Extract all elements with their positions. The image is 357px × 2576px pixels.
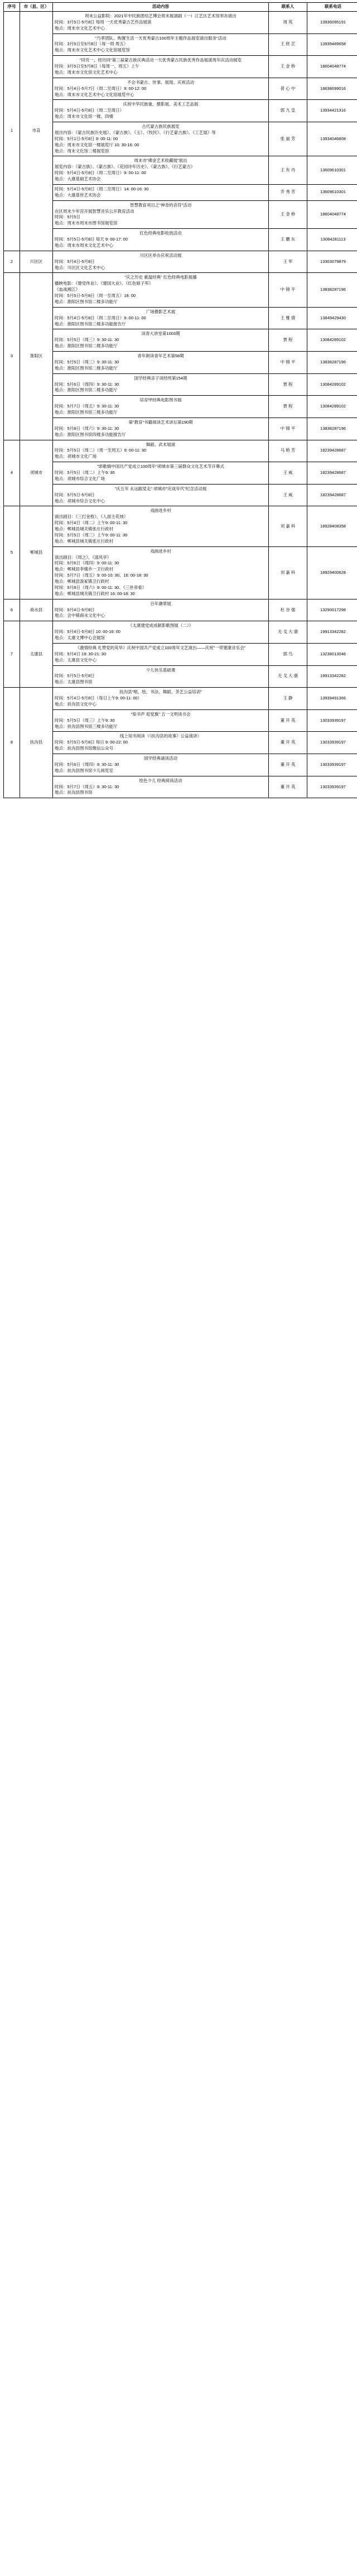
activity-detail-line: 展出内容：《蒙古民族历史展》、《蒙古族》、《玉》、《牧民》、《行艺蒙古族》、《工艺展》等 xyxy=(55,129,216,135)
activity-title: "乃孝团队、购置生活一天优秀蒙古100周年主题作品展览演出服务"活动 xyxy=(95,35,226,41)
activity-detail-line: 时间：3月5日至5月8日（每周一、周五）上午 xyxy=(55,64,139,69)
table-row xyxy=(4,396,357,418)
activity-detail-line: 时间：5月8日（周六）9: 30-11: 30 xyxy=(55,425,119,431)
activity-detail-line: 地点：周末市周末市图书馆展览馆 xyxy=(55,220,118,226)
activity-detail-line: 地点：周末市文化艺术中心文化馆展览中心 xyxy=(55,92,134,97)
contact-phone: 18929400628 xyxy=(307,546,357,599)
activity-item xyxy=(55,186,267,199)
activity-content-cell xyxy=(53,156,269,185)
activity-detail-line: 时间：5月5日 xyxy=(55,214,80,220)
activity-title: 广场摄影艺术展 xyxy=(146,309,176,314)
activity-title: 智慧教育项目之"神奇的音符"活动 xyxy=(129,202,192,208)
contact-phone: 18239428687 xyxy=(307,440,357,462)
activity-detail-line: 地点：周末市周末文化艺术中心 xyxy=(55,242,113,248)
table-row xyxy=(4,754,357,776)
activity-detail-line: 地点：郸城县城关镇张庄行政村 xyxy=(55,538,113,544)
contact-phone: 13609610301 xyxy=(307,184,357,200)
activity-title: "庆五年 永远跟党走" 项城市"庆成年代"纪念活动展 xyxy=(114,486,207,491)
table-row xyxy=(4,621,357,644)
activity-content-cell xyxy=(53,273,269,307)
table-row xyxy=(4,776,357,798)
table-row xyxy=(4,200,357,229)
activity-detail-line: 地点：太康县图书馆 xyxy=(55,679,93,685)
activity-detail-line: 地点：淮阳区图书馆四楼多功能报告厅 xyxy=(55,431,126,437)
activity-detail-line: 《血战湘江》 xyxy=(55,287,80,292)
contact-phone: 18239428687 xyxy=(307,462,357,485)
activity-item xyxy=(55,667,267,687)
row-area: 淮阳区 xyxy=(20,273,53,440)
table-row xyxy=(4,100,357,122)
activity-detail-line: 时间：5月6日（周四）9: 00-11: 30 xyxy=(55,560,119,566)
contact-person: 王 金 桥 xyxy=(269,56,307,78)
table-row xyxy=(4,732,357,754)
contact-phone: 13849429430 xyxy=(307,307,357,329)
activity-detail-line: 时间：5月4日-5月7日（周二至周日）9: 00-12: 00 xyxy=(55,85,147,91)
contact-person: 王 金 桥 xyxy=(269,200,307,229)
activity-title: 绘色少儿 经典阅读活动 xyxy=(139,778,182,783)
table-row xyxy=(4,273,357,307)
activity-detail-line: 时间：5月5日（周三）9: 30-11: 30 xyxy=(55,337,119,343)
activity-item xyxy=(55,778,267,797)
activity-content-cell xyxy=(53,33,269,56)
contact-phone: 13033939197 xyxy=(307,776,357,798)
contact-person: 董 开 英 xyxy=(269,776,307,798)
activity-item xyxy=(55,689,267,708)
activity-detail-line: 地点：太康文博中心会展馆 xyxy=(55,635,105,640)
table-row xyxy=(4,373,357,396)
row-area: 太康县 xyxy=(20,621,53,688)
activity-content-cell xyxy=(53,122,269,156)
table-row xyxy=(4,688,357,710)
contact-person: 无 戈 大 康 xyxy=(269,621,307,644)
activity-item xyxy=(55,755,267,775)
table-row xyxy=(4,440,357,462)
table-row xyxy=(4,709,357,732)
activity-detail-line: 时间：5月5日-5月8日 xyxy=(55,673,95,679)
activity-detail-line: 时间：5月5日-5月8日 xyxy=(55,492,95,497)
contact-phone: 13838287196 xyxy=(307,273,357,307)
contact-phone: 13290017298 xyxy=(307,599,357,621)
activity-item xyxy=(55,353,267,372)
activity-content-cell xyxy=(53,56,269,78)
activity-item xyxy=(55,463,267,483)
contact-phone: 13936095191 xyxy=(307,11,357,33)
contact-phone: 13939489658 xyxy=(307,33,357,56)
activity-detail-line: 地点：郸城县城关镇卫行政村 16: 00-18: 30 xyxy=(55,591,135,596)
activity-item xyxy=(55,486,267,505)
contact-phone: 13033939197 xyxy=(307,709,357,732)
activity-content-cell xyxy=(53,506,269,546)
activity-detail-line: 地点：周末市文化馆文化艺术中心 xyxy=(55,69,118,75)
activity-item xyxy=(55,601,267,620)
activity-content-cell xyxy=(53,229,269,251)
contact-phone: 13838287196 xyxy=(307,352,357,374)
row-area: 扶沟县 xyxy=(20,688,53,798)
contact-person: 中 锦 平 xyxy=(269,418,307,440)
contact-phone: 18928408358 xyxy=(307,506,357,546)
activity-detail-line: 时间：5月5日（周三）上午9: 30 xyxy=(55,717,115,723)
activity-title: 第"教育"书籍阅读艺术讲坛第190期 xyxy=(128,419,193,425)
row-index: 6 xyxy=(4,599,20,621)
contact-person: 中 锦 平 xyxy=(269,352,307,374)
table-row xyxy=(4,56,357,78)
contact-person: 郭 九 皇 xyxy=(269,100,307,122)
activity-detail-line: 时间：5月4日 19: 30-21: 30 xyxy=(55,651,107,656)
table-row xyxy=(4,643,357,665)
activity-detail-line: 时间：5月5日（周二）上午9: 30 xyxy=(55,470,115,475)
column-header-person: 联系人 xyxy=(269,3,307,12)
activity-detail-line: 演出剧目：《周之》、《清风亭》 xyxy=(55,554,112,560)
contact-person: 王 军 xyxy=(269,251,307,273)
activity-item xyxy=(55,733,267,752)
table-row xyxy=(4,307,357,329)
activity-table xyxy=(3,2,357,798)
activity-title: 戏曲进乡村 xyxy=(150,548,171,554)
activity-detail-line: 地点：大康基世艺术协会 xyxy=(55,192,101,198)
activity-detail-line: 时间：5月6日（周四）9: 30-11: 30 xyxy=(55,381,119,387)
activity-schedule-sheet xyxy=(0,0,357,804)
activity-item xyxy=(55,230,267,250)
activity-content-cell xyxy=(53,373,269,396)
activity-title: "庆之历史 重温经典" 红色经典电影展播 xyxy=(124,275,197,280)
row-area: 市直 xyxy=(20,11,53,251)
row-index: 4 xyxy=(4,440,20,506)
activity-title: "颂歌缅中国共产党成立100周年"项城市第三届群众文化艺术节开幕式 xyxy=(97,464,224,469)
column-header-area: 市（县、区） xyxy=(20,3,53,12)
activity-detail-line: 时间：5月5日（周三）9: 30-11: 30 xyxy=(55,359,119,364)
contact-person: 王 欣 芷 xyxy=(269,33,307,56)
contact-phone: 13084289102 xyxy=(307,373,357,396)
activity-detail-line: 地点：周末市文化艺术中心 xyxy=(55,25,105,31)
contact-person: 王 威 xyxy=(269,484,307,506)
activity-title: 国学经典诵读活动 xyxy=(144,756,177,761)
activity-item xyxy=(55,274,267,305)
column-header-content: 活动内容 xyxy=(53,3,269,12)
activity-item xyxy=(55,252,267,272)
contact-phone: 13084289102 xyxy=(307,329,357,352)
table-row xyxy=(4,418,357,440)
activity-detail-line: 地点：扶沟县图书馆三楼多功能厅 xyxy=(55,723,118,729)
activity-title: 《太康建党成成献影歌图展（二）》 xyxy=(128,623,194,629)
table-body xyxy=(4,11,357,798)
activity-detail-line: 时间：5月8日（周六）9: 00-11: 30、《三世帝看》 xyxy=(55,584,147,590)
column-header-index: 序号 xyxy=(4,3,20,12)
contact-person: 贾 程 xyxy=(269,329,307,352)
activity-item xyxy=(55,123,267,155)
activity-detail-line: 地点：郸城县城关镇张庄行政村 xyxy=(55,526,113,531)
table-row xyxy=(4,78,357,100)
activity-detail-line: 时间：5月4日-5月8日 10: 00-16: 00 xyxy=(55,629,120,635)
row-index: 7 xyxy=(4,621,20,688)
activity-detail-line: 地点：周末市文化馆一楼、四楼 xyxy=(55,114,113,119)
activity-item xyxy=(55,375,267,395)
activity-title: 古代蒙古族民族展览 xyxy=(142,124,180,129)
activity-title: 《激情经典 礼赞党的英华》庆祝中国共产党成立100周年文艺演出——庆祝"一带建康音乐会" xyxy=(75,645,246,650)
contact-phone: 13934046808 xyxy=(307,122,357,156)
activity-detail-line: 时间：5月4日-5月8日（周二至周日） xyxy=(55,108,124,113)
contact-phone: 18239428687 xyxy=(307,484,357,506)
activity-content-cell xyxy=(53,329,269,352)
activity-content-cell xyxy=(53,754,269,776)
activity-detail-line: 地点：扶沟县文化中心 xyxy=(55,701,97,707)
contact-person: 王 威 xyxy=(269,462,307,485)
contact-person: 杜 谷 强 xyxy=(269,599,307,621)
table-row xyxy=(4,352,357,374)
activity-detail-line: 时间：3月5日-5月8日 每周 一天优秀蒙古艺作品展演 xyxy=(55,19,152,25)
activity-content-cell xyxy=(53,599,269,621)
activity-detail-line: 地点：项城市综合文化广场 xyxy=(55,476,105,481)
contact-person: 董 开 英 xyxy=(269,754,307,776)
activity-item xyxy=(55,35,267,55)
activity-detail-line: 时间：5月7日（周五）9: 00-10: 30、16: 00-18: 30 xyxy=(55,573,148,578)
activity-content-cell xyxy=(53,307,269,329)
activity-title: 周末市"佛金艺术收藏展"展出 xyxy=(134,158,187,164)
activity-item xyxy=(55,330,267,350)
activity-detail-line: 地点：项城市综合文化中心 xyxy=(55,498,105,503)
activity-detail-line: 播映电影：《建党伟业》、《建国大业》、《红色娘子军》 xyxy=(55,281,153,286)
activity-title: 川区区举办庆祝活动展 xyxy=(139,252,182,258)
table-row xyxy=(4,599,357,621)
activity-detail-line: 演出剧目：《三打金枝》、《人面主花烛》 xyxy=(55,514,128,520)
activity-title: "知书声 迎党旗" 五一文明读书会 xyxy=(131,711,191,717)
activity-content-cell xyxy=(53,440,269,462)
activity-content-cell xyxy=(53,352,269,374)
table-row xyxy=(4,229,357,251)
contact-phone: 13838287196 xyxy=(307,418,357,440)
activity-title: 庆祝中华民族重、摄影展、美术工艺品展 xyxy=(123,102,199,107)
activity-detail-line: 地点：周末市文化馆一楼展览厅 10: 30-16: 00 xyxy=(55,142,139,147)
activity-detail-line: 地点：淮阳区图书馆二楼多功能厅 xyxy=(55,365,118,371)
activity-item xyxy=(55,101,267,121)
activity-detail-line: 展览内容：《蒙古族》、《蒙古族》、《花园诗年历史》、《蒙古族》、《行艺蒙古》 xyxy=(55,164,195,170)
contact-person: 王 静 xyxy=(269,688,307,710)
activity-title: 少儿快乐基础课 xyxy=(146,667,176,673)
activity-title: 舞蹈、武术展演 xyxy=(146,442,176,447)
activity-content-cell xyxy=(53,251,269,273)
contact-person: 马 艳 芳 xyxy=(269,440,307,462)
activity-detail-line: 地点：周末市文化艺术中心文化馆展览馆 xyxy=(55,47,130,53)
activity-item xyxy=(55,507,267,545)
activity-title: 线上知书阅读（《扶沟县的故事》公益演讲） xyxy=(119,733,202,739)
activity-item xyxy=(55,202,267,228)
activity-content-cell xyxy=(53,709,269,732)
activity-content-cell xyxy=(53,665,269,688)
activity-detail-line: 时间：5月4日-5月8日（每日上午9: 00-11: 00） xyxy=(55,695,142,701)
activity-content-cell xyxy=(53,776,269,798)
contact-person: 张 丽 芳 xyxy=(269,122,307,156)
contact-person: 王 鹏 东 xyxy=(269,229,307,251)
table-row xyxy=(4,462,357,485)
activity-content-cell xyxy=(53,732,269,754)
table-row xyxy=(4,122,357,156)
activity-detail-line: 地点：淮阳区图书馆二楼多功能厅 xyxy=(55,343,118,349)
contact-person: 贾 程 xyxy=(269,373,307,396)
activity-detail-line: 时间：5月4日-5月8日（周二至周日）9: 00-11: 00 xyxy=(55,315,146,320)
contact-phone: 13238013046 xyxy=(307,643,357,665)
activity-content-cell xyxy=(53,396,269,418)
table-row xyxy=(4,11,357,33)
table-header-row xyxy=(4,3,357,12)
activity-title: "同页一、经历同"第三届蒙古族庆典活动一天优秀蒙古民族优秀作品展演周年庆活动展览 xyxy=(79,57,242,63)
activity-content-cell xyxy=(53,621,269,644)
activity-item xyxy=(55,711,267,731)
row-index: 1 xyxy=(4,11,20,251)
table-row xyxy=(4,506,357,546)
activity-detail-line: 地点：扶沟县图书馆 xyxy=(55,790,93,795)
table-row xyxy=(4,484,357,506)
contact-person: 无 戈 大 康 xyxy=(269,665,307,688)
contact-person: 贾 程 xyxy=(269,396,307,418)
activity-title: 红色经典电影收放活动 xyxy=(139,231,182,236)
activity-detail-line: 地点：大康基础艺术协会 xyxy=(55,176,101,181)
contact-person: 普 心 中 xyxy=(269,78,307,100)
contact-person: 刘 嘉 科 xyxy=(269,546,307,599)
contact-phone: 13084289102 xyxy=(307,396,357,418)
activity-detail-line: 时间：3月5日至5月8日（每一周 周五） xyxy=(55,41,128,47)
contact-phone: 13084281113 xyxy=(307,229,357,251)
contact-person: 中 锦 平 xyxy=(269,273,307,307)
contact-phone: 13934421316 xyxy=(307,100,357,122)
activity-detail-line: 时间：5月4日-5月8日（周二至周日）14: 00-16: 30 xyxy=(55,186,149,191)
activity-title: 培育甲经典电影图书展 xyxy=(139,397,182,403)
activity-detail-line: 时间：5月5日-5月8日（周一至周五）18: 00 xyxy=(55,293,136,298)
activity-detail-line: 地点：淮阳区图书馆二楼多功能厅 xyxy=(55,387,118,393)
contact-phone: 19913342282 xyxy=(307,665,357,688)
activity-title: 周末公益影院：2021年中民族团结艺博会周末展演剧（一）江艺区艺术馆举办演出 xyxy=(85,13,237,18)
contact-phone: 18638099016 xyxy=(307,78,357,100)
contact-phone: 18604048774 xyxy=(307,200,357,229)
row-index: 3 xyxy=(4,273,20,440)
row-index: 2 xyxy=(4,251,20,273)
contact-person: 乔 秀 芳 xyxy=(269,184,307,200)
activity-title: 国学经典亲子读经班第154期 xyxy=(134,375,187,381)
activity-content-cell xyxy=(53,100,269,122)
activity-detail-line: 时间：5月5日-5月8日 每日 9: 00-22: 00 xyxy=(55,740,128,745)
activity-detail-line: 地点：郸城县李楼乡一卫行政村 xyxy=(55,567,113,572)
contact-phone: 13033939197 xyxy=(307,732,357,754)
table-row xyxy=(4,329,357,352)
row-area: 郸城县 xyxy=(20,506,53,599)
table-row xyxy=(4,546,357,599)
activity-detail-line: 地点：项城市文化广场 xyxy=(55,454,97,459)
activity-item xyxy=(55,309,267,328)
activity-detail-line: 时间：5月6日（周四）9: 30-11: 30 xyxy=(55,761,119,767)
table-header xyxy=(4,3,357,12)
activity-detail-line: 时间：5月5日-5月8日 每天 9: 00-17: 00 xyxy=(55,237,128,242)
activity-detail-line: 时间：5月5日（周三）上午9: 00-11: 30 xyxy=(55,532,128,538)
activity-content-cell xyxy=(53,418,269,440)
row-area: 项城市 xyxy=(20,440,53,506)
activity-title: 百年潮翠展 xyxy=(150,601,171,606)
row-area: 商水县 xyxy=(20,599,53,621)
contact-person: 董 开 英 xyxy=(269,709,307,732)
activity-content-cell xyxy=(53,78,269,100)
activity-title: 青年朗读青年艺术第58期 xyxy=(137,353,184,358)
activity-detail-line: 时间：5月4日（周二）上午9: 00-11: 30 xyxy=(55,520,128,526)
activity-detail-line: 时间：5月4日-5月8日 xyxy=(55,607,95,612)
activity-item xyxy=(55,419,267,439)
contact-person: 周 英 xyxy=(269,11,307,33)
table-row xyxy=(4,665,357,688)
activity-detail-line: 时间：5月7日（周五）9: 30-11: 30 xyxy=(55,404,119,409)
activity-detail-line: 地点：会中镇商水文化中心 xyxy=(55,613,105,618)
activity-content-cell xyxy=(53,643,269,665)
column-header-phone: 联系电话 xyxy=(307,3,357,12)
activity-title: 扶沟县"唱、绘、书法、舞蹈、茶艺公益培训" xyxy=(119,689,202,695)
activity-content-cell xyxy=(53,546,269,599)
contact-phone: 13303079879 xyxy=(307,251,357,273)
activity-title: 读青大讲堂第1003期 xyxy=(141,331,180,337)
table-row xyxy=(4,33,357,56)
activity-detail-line: 时间：5月4日-5月8日（周二至周日）9: 00-11: 00 xyxy=(55,170,146,176)
contact-phone: 13939491366 xyxy=(307,688,357,710)
activity-detail-line: 地点：川区区文化艺术中心 xyxy=(55,265,105,270)
activity-detail-line: 地点：淮阳区图书馆三楼多功能厅 xyxy=(55,410,118,415)
activity-detail-line: 地点：淮阳区图书馆二楼多功能厅 xyxy=(55,299,118,304)
activity-content-cell xyxy=(53,462,269,485)
activity-item xyxy=(55,442,267,461)
activity-content-cell xyxy=(53,11,269,33)
activity-item xyxy=(55,79,267,99)
activity-detail-line: 时间：5月1日-5月8日 9: 00-11: 00 xyxy=(55,136,118,141)
activity-item xyxy=(55,645,267,664)
activity-detail-line: 时间：5月4日-5月8日 xyxy=(55,258,95,264)
activity-detail-line: 时间：5月7日（周五）9: 30-11: 30 xyxy=(55,784,119,789)
activity-detail-line: 在区周末少年宫开展智慧音乐公开教育活动 xyxy=(55,208,134,214)
activity-detail-line: 时间：5月5日（周二）（周一至周五）9: 00-11: 30 xyxy=(55,448,147,453)
activity-item xyxy=(55,548,267,598)
activity-item xyxy=(55,622,267,642)
activity-content-cell xyxy=(53,688,269,710)
contact-phone: 18604048774 xyxy=(307,56,357,78)
contact-person: 王 有 丹 xyxy=(269,156,307,185)
activity-title: 戏曲进乡村 xyxy=(150,508,171,514)
contact-phone: 19913342282 xyxy=(307,621,357,644)
contact-person: 郭 鸟 xyxy=(269,643,307,665)
activity-detail-line: 地点：郸城县汲冢镇卫行政村 xyxy=(55,579,109,584)
contact-person: 王 雅 倩 xyxy=(269,307,307,329)
activity-content-cell xyxy=(53,184,269,200)
activity-title: 不会书蒙古、世事、展现、庆祝活动 xyxy=(127,79,194,85)
contact-phone: 13609610301 xyxy=(307,156,357,185)
activity-detail-line: 地点：淮阳区图书馆三楼多功能报告厅 xyxy=(55,321,126,327)
table-row xyxy=(4,251,357,273)
activity-detail-line: 地点：太康县文化中心 xyxy=(55,657,97,663)
contact-person: 刘 嘉 科 xyxy=(269,506,307,546)
table-row xyxy=(4,156,357,185)
activity-detail-line: 地点：扶沟县图书馆少儿阅览室 xyxy=(55,767,113,773)
activity-detail-line: 地点：扶沟县图书馆微信公众号 xyxy=(55,746,113,751)
contact-phone: 13033939197 xyxy=(307,754,357,776)
contact-person: 董 开 英 xyxy=(269,732,307,754)
activity-detail-line: 地点：周末文化馆二楼展览馆 xyxy=(55,148,109,153)
activity-item xyxy=(55,157,267,183)
row-area: 川区区 xyxy=(20,251,53,273)
activity-content-cell xyxy=(53,200,269,229)
row-index: 8 xyxy=(4,688,20,798)
activity-item xyxy=(55,13,267,32)
activity-item xyxy=(55,57,267,76)
table-row xyxy=(4,184,357,200)
row-index: 5 xyxy=(4,506,20,599)
activity-item xyxy=(55,397,267,416)
activity-content-cell xyxy=(53,484,269,506)
